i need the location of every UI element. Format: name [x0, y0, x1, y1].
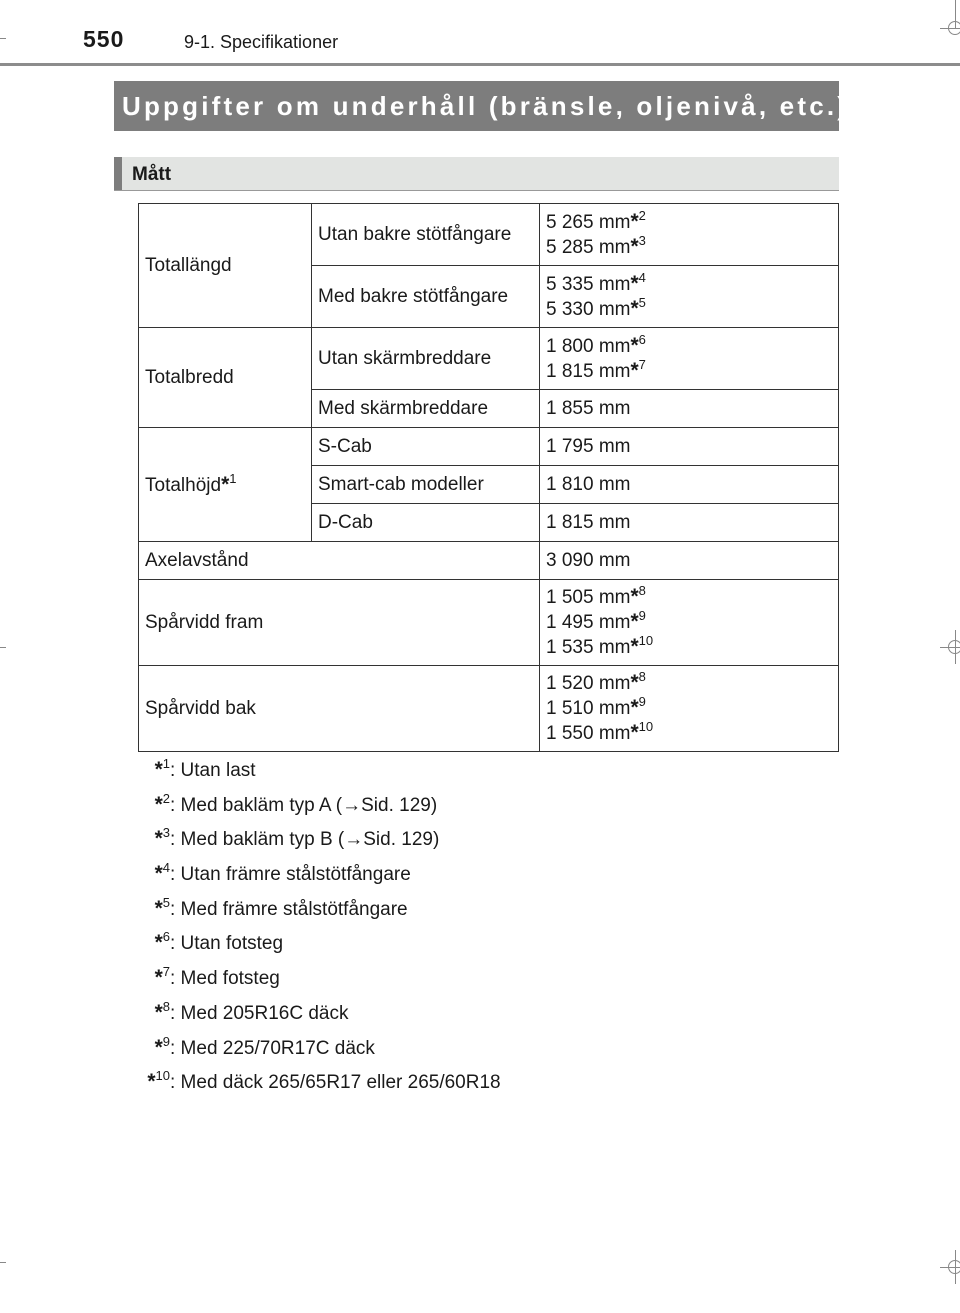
crop-mark: [0, 1262, 6, 1263]
footnote: *$^6$: Utan fotsteg: [154, 929, 284, 955]
table-row: [139, 666, 839, 752]
header-rule: [0, 63, 960, 66]
value-cell: 3 090 mm: [540, 542, 839, 580]
footnote: *$^5$: Med främre stålstötfångare: [154, 894, 408, 920]
crop-mark: [0, 647, 6, 648]
subsection-rule: [114, 190, 839, 191]
row-sublabel: Med bakre stötfångare: [312, 266, 540, 328]
value-cell: 1 810 mm: [540, 466, 839, 504]
table-row: [139, 204, 839, 266]
row-sublabel: D-Cab: [312, 504, 540, 542]
footnote: *$^9$: Med 225/70R17C däck: [154, 1033, 375, 1059]
row-sublabel: S-Cab: [312, 428, 540, 466]
value-cell: 5 335 mm*$^4$ 5 330 mm*$^5$: [540, 266, 839, 328]
value-cell: 1 520 mm*$^8$ 1 510 mm*$^9$ 1 550 mm*$^{10}$: [540, 666, 839, 752]
crop-mark: [0, 38, 6, 39]
value-cell: 1 800 mm*$^6$ 1 815 mm*$^7$: [540, 328, 839, 390]
table-row: [139, 580, 839, 666]
subsection-title: Mått: [132, 164, 172, 185]
page-number: 550: [83, 26, 125, 52]
row-sublabel: Utan skärmbreddare: [312, 328, 540, 390]
row-label: Axelavstånd: [139, 542, 540, 580]
row-sublabel: Utan bakre stötfångare: [312, 204, 540, 266]
value-cell: 1 815 mm: [540, 504, 839, 542]
row-sublabel: Smart-cab modeller: [312, 466, 540, 504]
table-row: [139, 542, 839, 580]
value-cell: 1 795 mm: [540, 428, 839, 466]
value-cell: 1 855 mm: [540, 390, 839, 428]
page-title: Uppgifter om underhåll (bränsle, oljenivå, etc.): [114, 81, 839, 131]
subsection-header: [114, 157, 839, 191]
registration-mark: [948, 1260, 960, 1274]
row-label: Totalhöjd*$^1$: [139, 428, 312, 542]
footnotes: [120, 758, 501, 1105]
footnote: *$^1$: Utan last: [154, 756, 256, 781]
dimensions-table: [138, 203, 839, 752]
row-label: Spårvidd bak: [139, 666, 540, 752]
row-sublabel: Med skärmbreddare: [312, 390, 540, 428]
footnote: *$^3$: Med bakläm typ B (→Sid. 129): [154, 825, 440, 851]
footnote: *$^2$: Med bakläm typ A (→Sid. 129): [154, 790, 438, 816]
registration-mark: [948, 21, 960, 35]
table-row: [139, 328, 839, 390]
registration-mark: [948, 640, 960, 654]
footnote: *$^{10}$: Med däck 265/65R17 eller 265/60R18: [147, 1068, 501, 1094]
value-cell: 5 265 mm*$^2$ 5 285 mm*$^3$: [540, 204, 839, 266]
footnote: *$^4$: Utan främre stålstötfångare: [154, 860, 411, 886]
table-row: [139, 428, 839, 466]
row-label: Totalbredd: [139, 328, 312, 428]
row-label: Totallängd: [139, 204, 312, 328]
footnote: *$^8$: Med 205R16C däck: [154, 998, 349, 1024]
value-cell: 1 505 mm*$^8$ 1 495 mm*$^9$ 1 535 mm*$^{10}$: [540, 580, 839, 666]
footnote: *$^7$: Med fotsteg: [154, 964, 280, 990]
section-title: 9-1. Specifikationer: [184, 32, 339, 52]
row-label: Spårvidd fram: [139, 580, 540, 666]
